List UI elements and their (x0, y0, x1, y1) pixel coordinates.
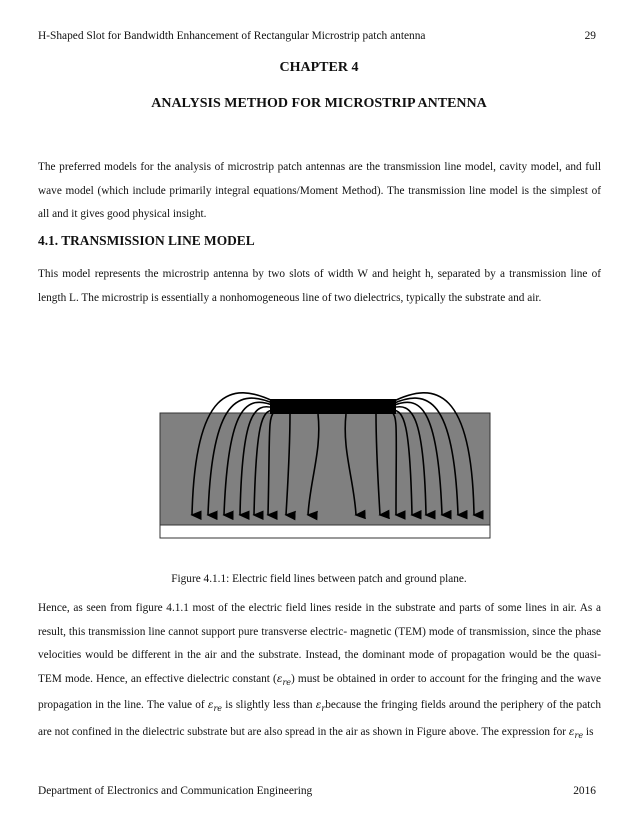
chapter-title: ANALYSIS METHOD FOR MICROSTRIP ANTENNA (151, 96, 487, 111)
epsilon-re-symbol: $\varepsilon_{re}$ (276, 672, 292, 687)
substrate (160, 413, 490, 525)
ground-plane (160, 525, 490, 538)
section-paragraph: This model represents the microstrip antenna by two slots of width W and height h, separated by a transmission line of length L. The microstrip is essentially a nonhomogeneous line of two dielectrics, typically the substrate and air. (38, 268, 601, 304)
department: Department of Electronics and Communication Engineering (38, 785, 313, 797)
page-header (38, 30, 596, 42)
figure-caption: Figure 4.1.1: Electric field lines between patch and ground plane. (171, 573, 467, 585)
running-title: H-Shaped Slot for Bandwidth Enhancement of Rectangular Microstrip patch antenna (38, 30, 426, 42)
section-heading: 4.1. TRANSMISSION LINE MODEL (38, 233, 255, 248)
year: 2016 (573, 785, 596, 797)
chapter-label: CHAPTER 4 (279, 60, 359, 75)
field-lines-figure (150, 380, 492, 540)
page-number: 29 (584, 30, 596, 42)
page-footer (38, 785, 596, 797)
epsilon-re-symbol: $\varepsilon_{re}$ (568, 726, 584, 741)
epsilon-r-symbol: $\varepsilon_r$ (315, 699, 326, 714)
patch (270, 399, 396, 414)
epsilon-re-symbol: $\varepsilon_{re}$ (207, 699, 223, 714)
intro-paragraph: The preferred models for the analysis of microstrip patch antennas are the transmission line model, cavity model, and full wave model (which include primarily integral equations/Moment Method). The transmission line model is the simplest of all and it gives good physical insight. (38, 161, 601, 221)
body-paragraph: Hence, as seen from figure 4.1.1 most of the electric field lines reside in the substrate and parts of some lines in air. As a result, this transmission line cannot support pure transverse electric- magnetic (TEM) mode of transmission, since the phase velocities would be different in the air and the substrate. Instead, the dominant mode of propagation would be the quasi-TEM mode. Hence, an effective dielectric constant $(\varepsilon_{re})$ must be obtained in order to account for the fringing and the wave propagation in the line. The value of $\varepsilon_{re}$ is slightly less than $\varepsilon_rbecause$ the fringing fields around the periphery of the patch are not confined in the dielectric substrate but are also spread in the air as shown in Figure above. The expression for $\varepsilon_{re}$ is (38, 602, 602, 741)
